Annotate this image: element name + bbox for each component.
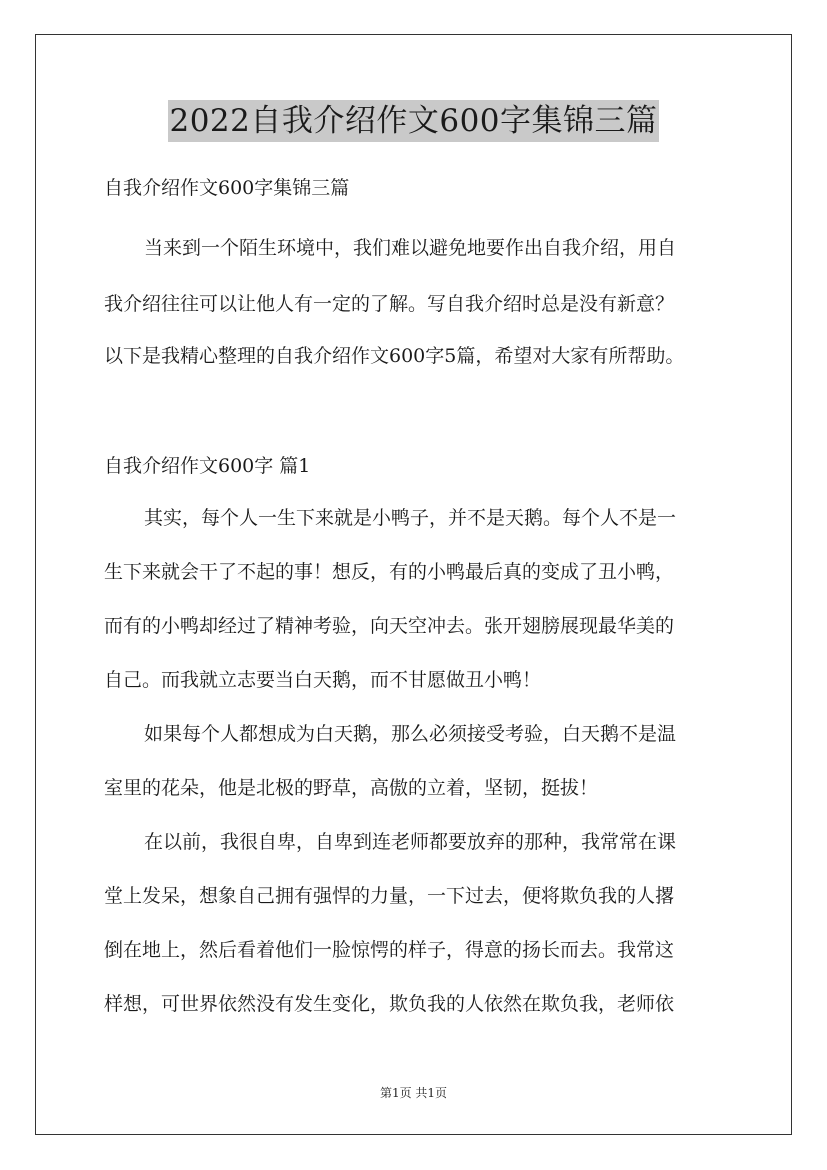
intro-line: 当来到一个陌生环境中，我们难以避免地要作出自我介绍，用自 bbox=[144, 237, 677, 259]
paragraph-line: 样想，可世界依然没有发生变化，欺负我的人依然在欺负我，老师依 bbox=[104, 993, 675, 1015]
paragraph-line: 生下来就会干了不起的事！想反，有的小鸭最后真的变成了丑小鸭， bbox=[104, 561, 675, 583]
page-number-footer: 第1页 共1页 bbox=[379, 1086, 448, 1100]
paragraph-line: 自己。而我就立志要当白天鹅，而不甘愿做丑小鸭！ bbox=[104, 669, 542, 691]
paragraph-line: 而有的小鸭却经过了精神考验，向天空冲去。张开翅膀展现最华美的 bbox=[104, 615, 675, 637]
title-container bbox=[0, 100, 827, 142]
document-title: 2022自我介绍作文600字集锦三篇 bbox=[168, 100, 658, 142]
intro-line: 以下是我精心整理的自我介绍作文600字5篇，希望对大家有所帮助。 bbox=[104, 345, 685, 367]
paragraph-line: 其实，每个人一生下来就是小鸭子，并不是天鹅。每个人不是一 bbox=[144, 507, 677, 529]
intro-line: 我介绍往往可以让他人有一定的了解。写自我介绍时总是没有新意？ bbox=[104, 293, 675, 315]
subtitle: 自我介绍作文600字集锦三篇 bbox=[104, 177, 350, 199]
paragraph-line: 室里的花朵，他是北极的野草，高傲的立着，坚韧，挺拔！ bbox=[104, 777, 599, 799]
paragraph-line: 如果每个人都想成为白天鹅，那么必须接受考验，白天鹅不是温 bbox=[144, 723, 677, 745]
paragraph-line: 倒在地上，然后看着他们一脸惊愕的样子，得意的扬长而去。我常这 bbox=[104, 939, 675, 961]
paragraph-line: 在以前，我很自卑，自卑到连老师都要放弃的那种，我常常在课 bbox=[144, 831, 677, 853]
paragraph-line: 堂上发呆，想象自己拥有强悍的力量，一下过去，便将欺负我的人撂 bbox=[104, 885, 675, 907]
section-heading: 自我介绍作文600字 篇1 bbox=[104, 455, 311, 477]
